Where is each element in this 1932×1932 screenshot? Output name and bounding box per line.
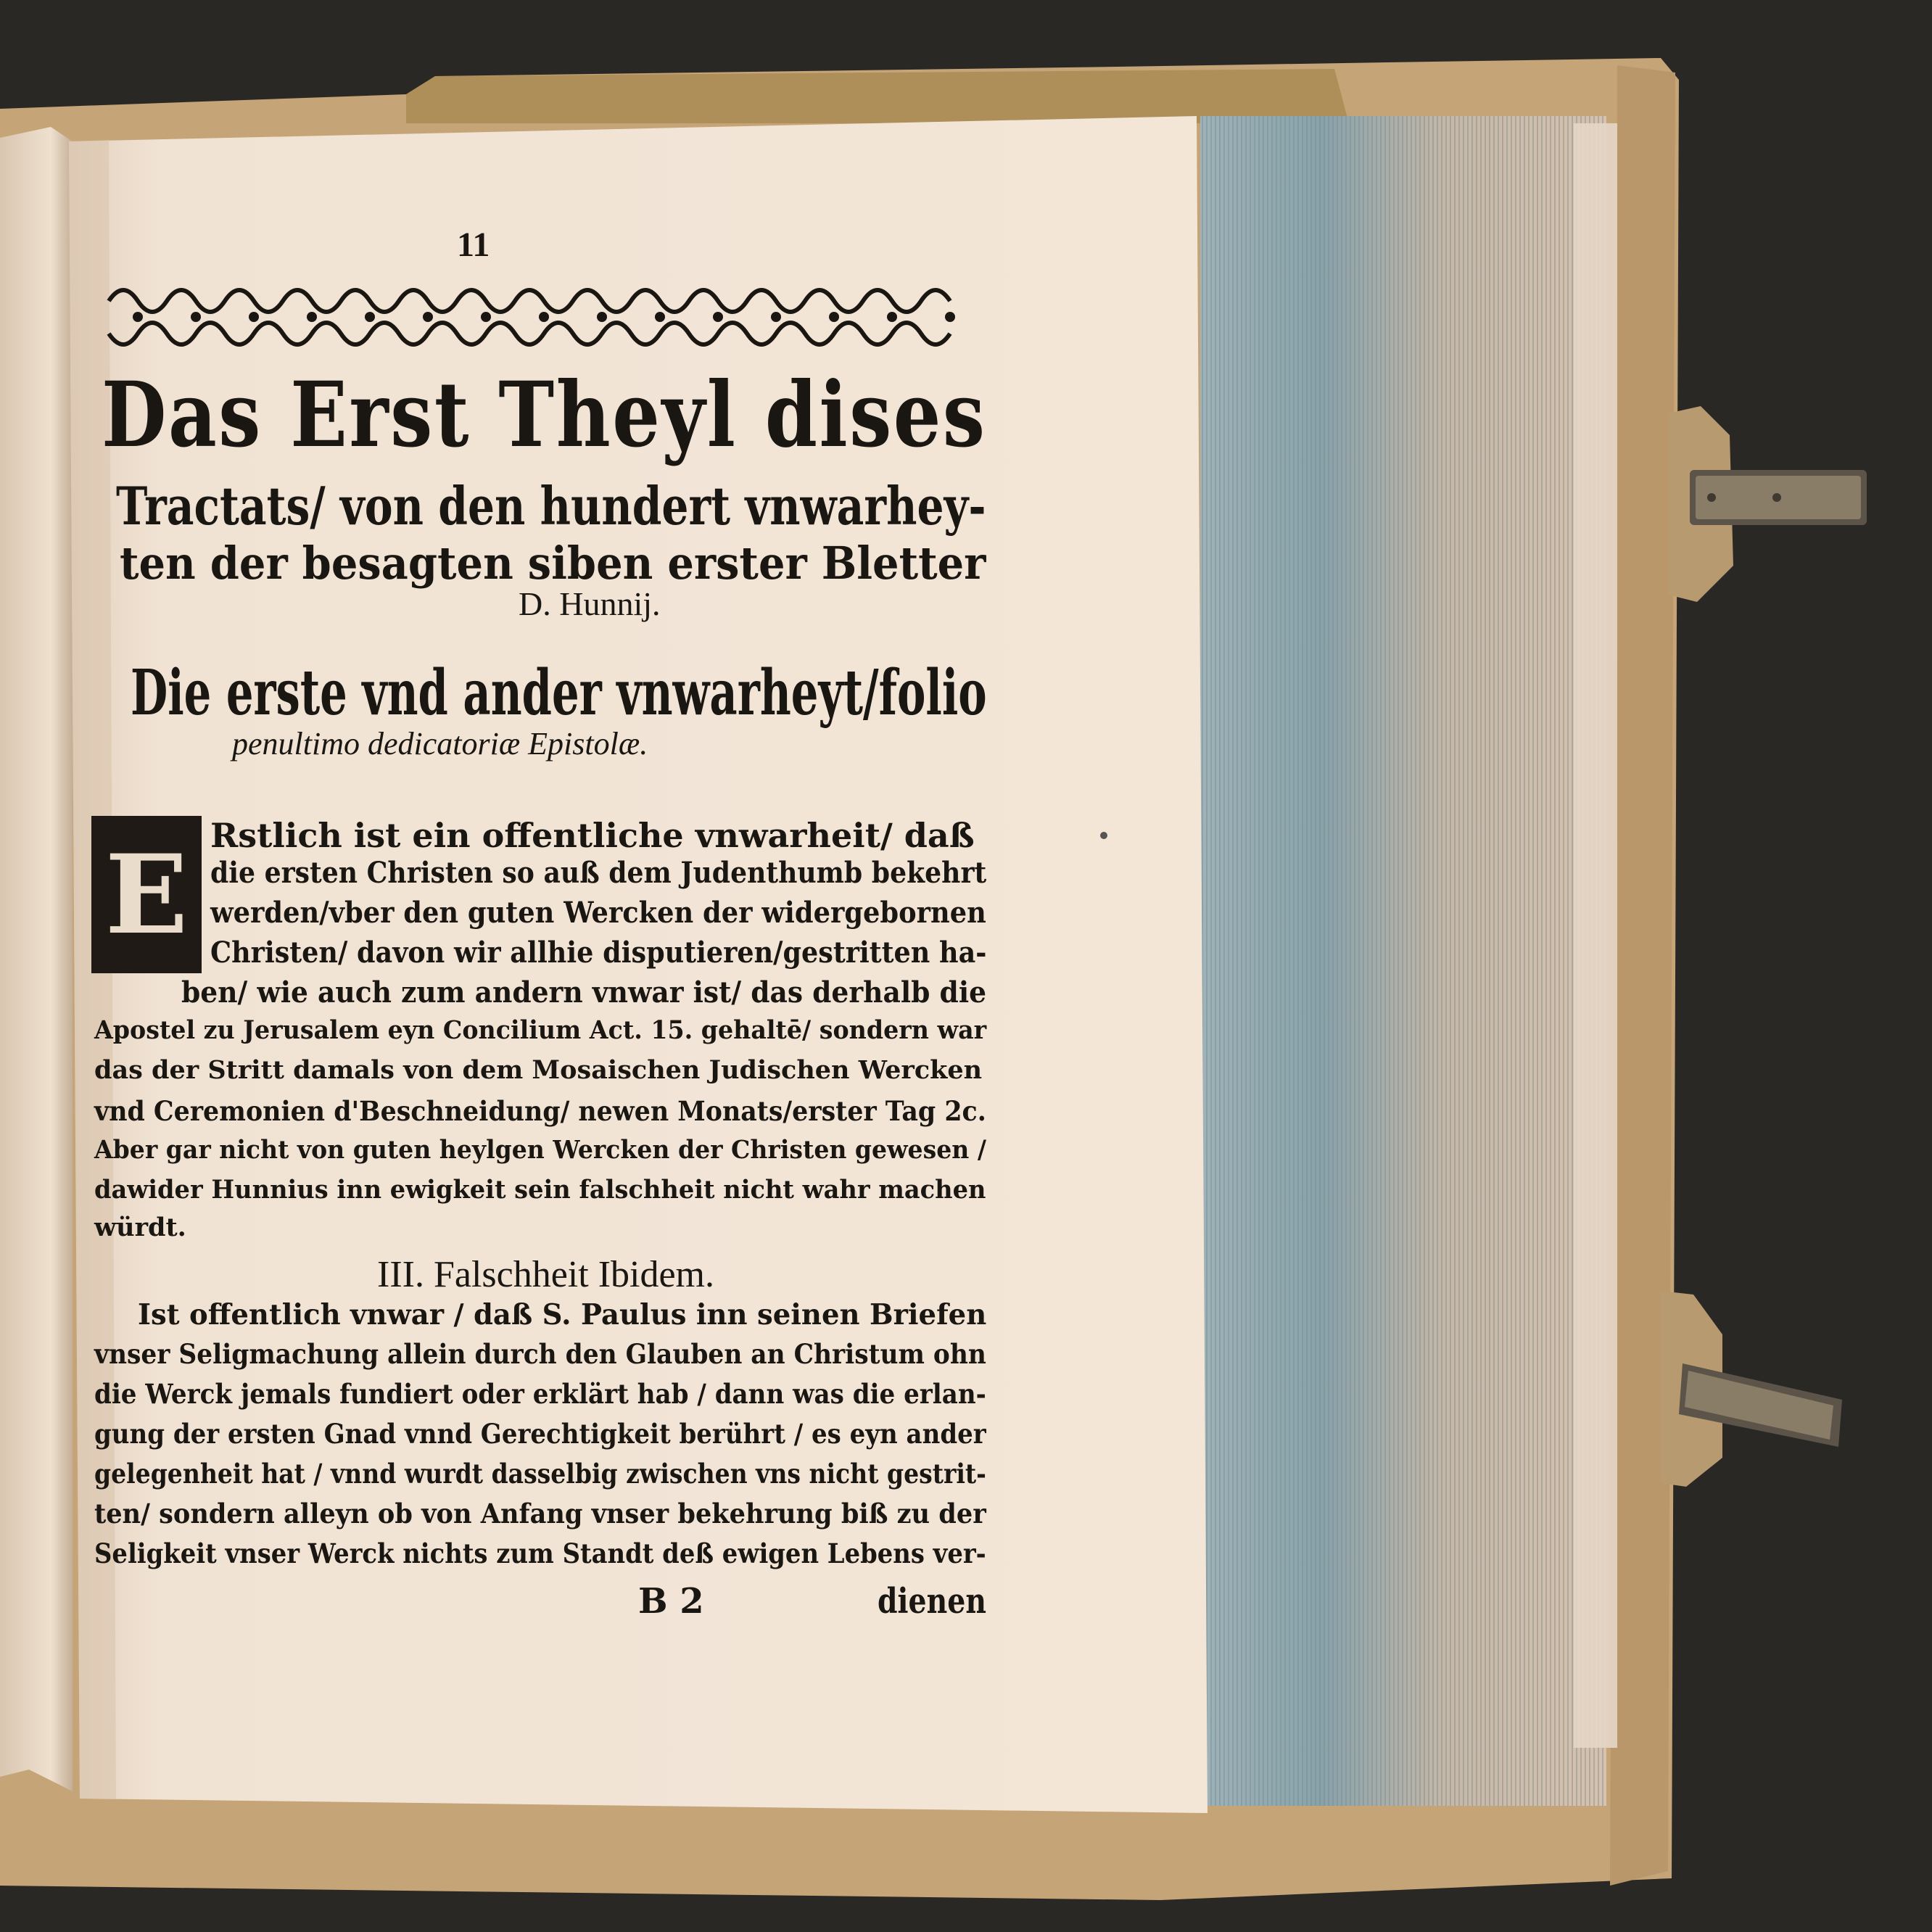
paragraph-2-line: die Werck jemals fundiert oder erklärt hab / dann was die erlan- <box>94 1378 986 1410</box>
paragraph-2-line: gelegenheit hat / vnnd wurdt dasselbig zwischen vns nicht gestrit- <box>94 1458 986 1490</box>
paragraph-1-line: dawider Hunnius inn ewigkeit sein falschheit nicht wahr machen <box>94 1175 986 1205</box>
paragraph-1-line: Aber gar nicht von guten heylgen Wercken der Christen gewesen / <box>94 1135 986 1165</box>
catchword: dienen <box>878 1581 986 1622</box>
paragraph-1-line: Christen/ davon wir allhie disputieren/gestritten ha- <box>210 936 987 970</box>
left-page <box>0 127 73 1791</box>
paragraph-1-line: Apostel zu Jerusalem eyn Concilium Act. 15. gehaltē/ sondern war <box>94 1015 987 1045</box>
page-number: 11 <box>457 226 490 264</box>
title-line-2: Tractats/ von den hundert vnwarhey- <box>116 475 986 537</box>
paragraph-2-line: ten/ sondern alleyn ob von Anfang vnser bekehrung biß zu der <box>94 1498 986 1530</box>
signature-mark: B 2 <box>638 1581 704 1622</box>
paragraph-1-line: die ersten Christen so auß dem Judenthumb bekehrt <box>210 856 987 890</box>
cover-top-edge <box>406 69 1349 123</box>
ornamental-border <box>102 272 972 359</box>
section-heading: III. Falschheit Ibidem. <box>377 1254 714 1295</box>
paragraph-2-line: gung der ersten Gnad vnnd Gerechtigkeit berührt / es eyn ander <box>94 1418 986 1450</box>
drop-initial: E <box>91 816 202 973</box>
title-line-1: Das Erst Theyl dises <box>102 363 987 468</box>
title-line-3: ten der besagten siben erster Bletter <box>120 537 986 590</box>
subheading-line-2: penultimo dedicatoriæ Epistolæ. <box>232 726 648 761</box>
cover-right-spine <box>1610 65 1675 1886</box>
paragraph-1-line: vnd Ceremonien d'Beschneidung/ newen Monats/erster Tag 2c. <box>94 1095 986 1127</box>
paragraph-2-line: Seligkeit vnser Werck nichts zum Standt deß ewigen Lebens ver- <box>94 1537 986 1569</box>
paragraph-2-line: vnser Seligmachung allein durch den Glauben an Christum ohn <box>94 1338 986 1370</box>
paragraph-1-line: würdt. <box>94 1213 186 1242</box>
subheading-line-1: Die erste vnd ander vnwarheyt/folio <box>131 656 987 730</box>
title-line-4: D. Hunnij. <box>519 585 661 622</box>
paragraph-1-line: werden/vber den guten Wercken der widergebornen <box>210 896 986 930</box>
paragraph-1-line: ben/ wie auch zum andern vnwar ist/ das derhalb die <box>181 975 987 1010</box>
paragraph-1-line: Rstlich ist ein offentliche vnwarheit/ daß <box>210 816 975 855</box>
paragraph-2-line: Ist offentlich vnwar / daß S. Paulus inn seinen Briefen <box>138 1298 987 1332</box>
paragraph-1-line: das der Stritt damals von dem Mosaischen Judischen Wercken <box>94 1055 983 1085</box>
